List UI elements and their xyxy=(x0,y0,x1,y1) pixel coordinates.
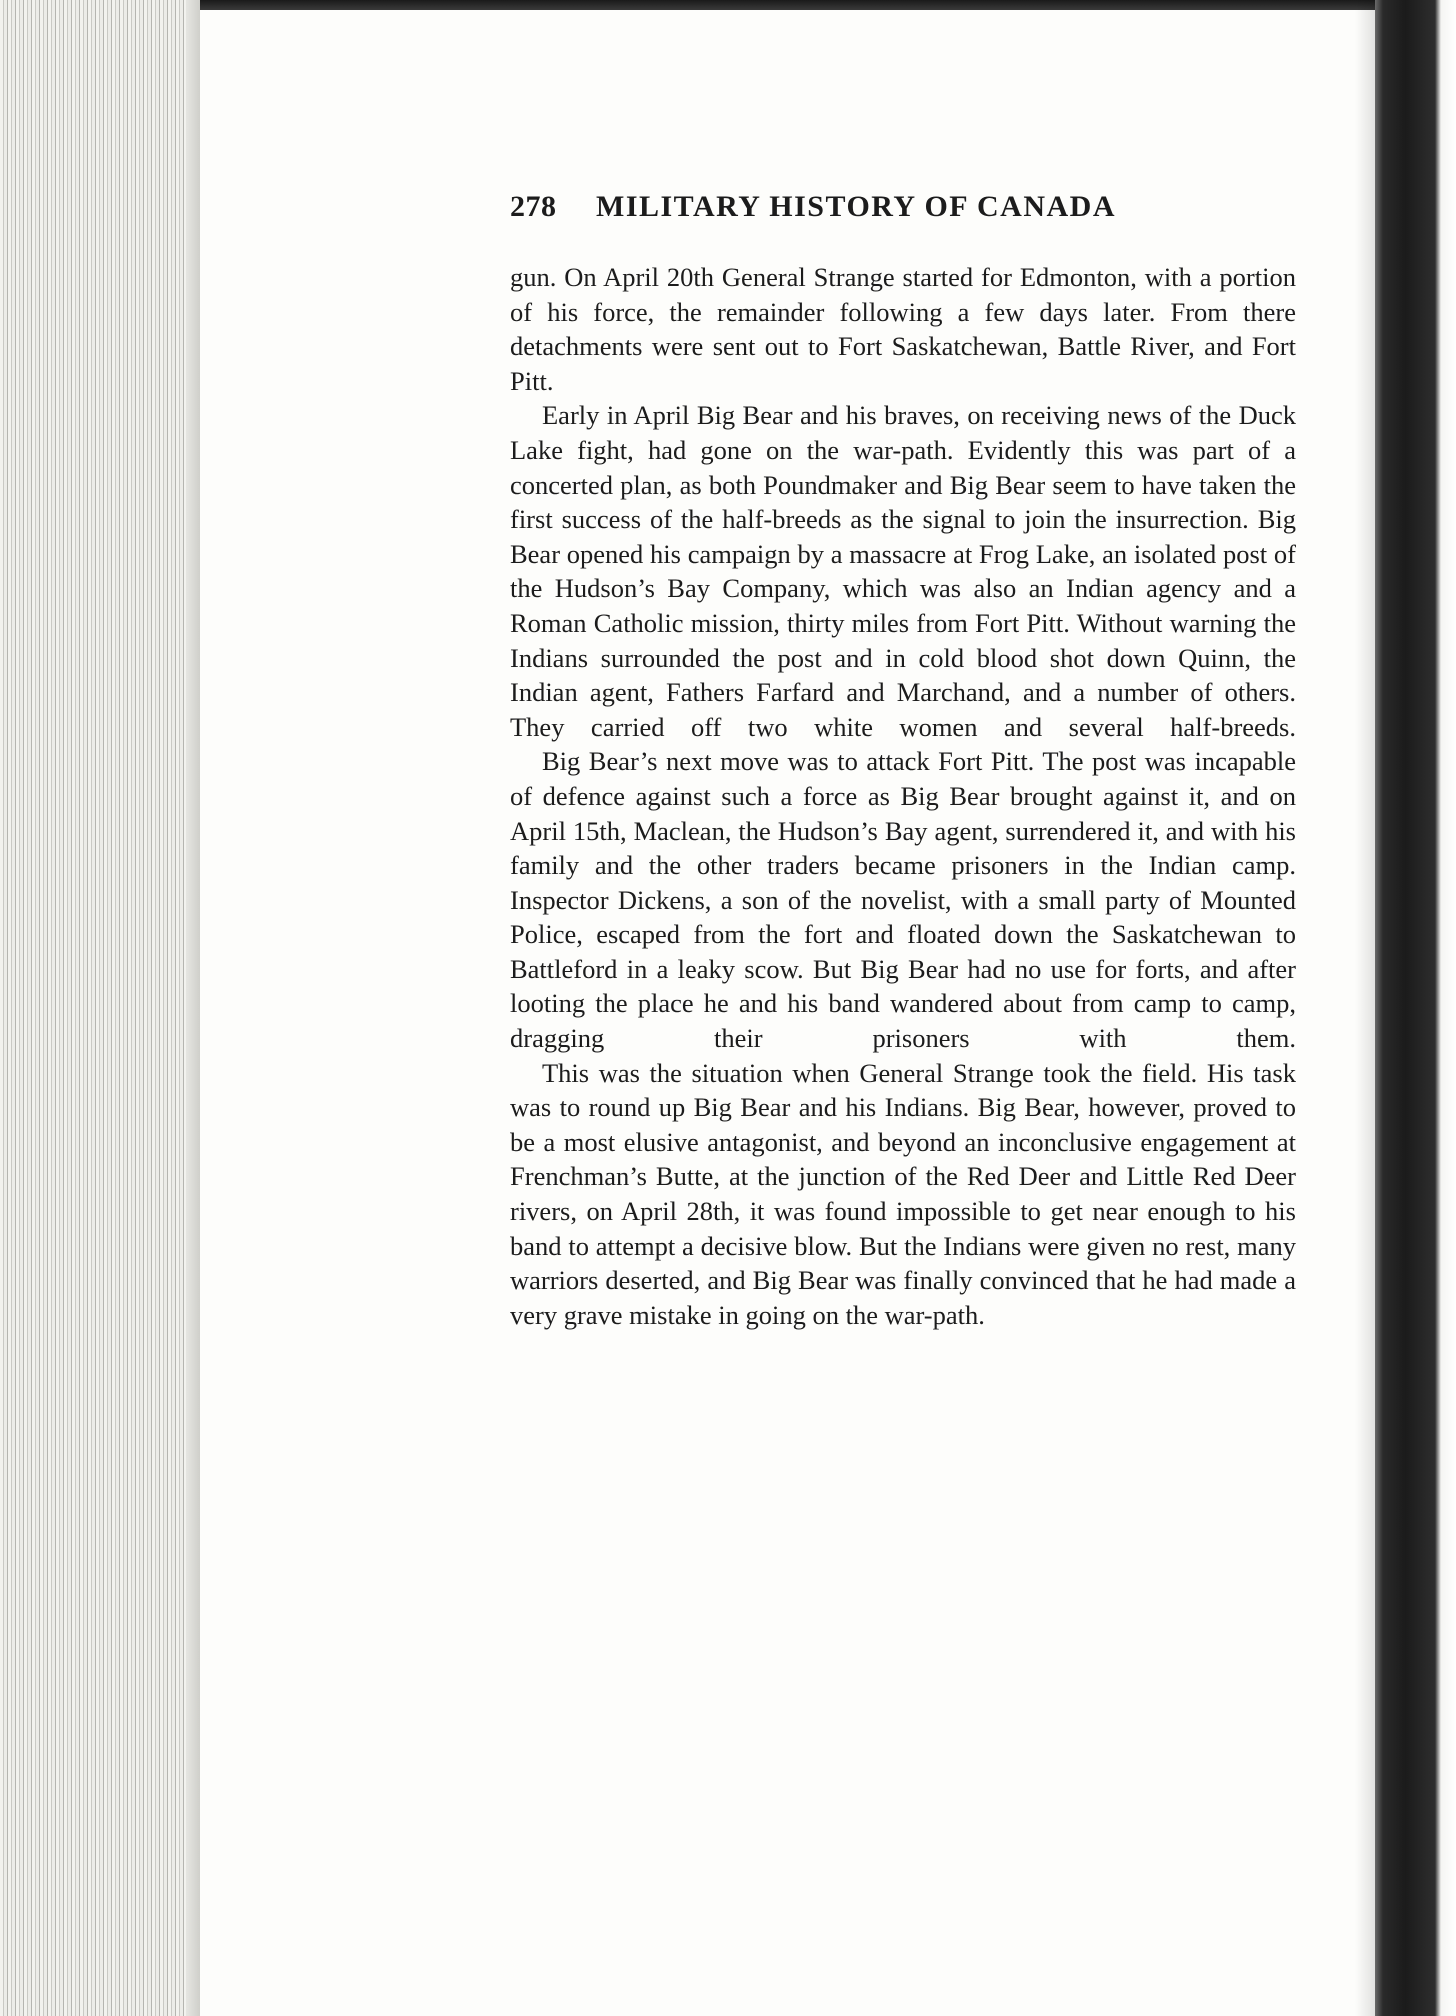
running-title: MILITARY HISTORY OF CANADA xyxy=(596,190,1116,223)
paragraph-3: Big Bear’s next move was to attack Fort Pitt. The post was incapable of defence against such a force as Big Bear brought against it, and on April 15th, Maclean, the Hudson’s Bay agent, surrendered it, and with his family and the other traders became prisoners in the Indian camp. Inspector Dickens, a son of the novelist, with a small party of Mounted Police, escaped from the fort and floated down the Saskatchewan to Battleford in a leaky scow. But Big Bear had no use for forts, and after looting the place he and his band wandered about from camp to camp, dragging their prisoners with them. xyxy=(510,746,1296,1054)
body-text xyxy=(510,260,1296,1332)
paragraph-1: gun. On April 20th General Strange started for Edmonton, with a portion of his force, the remainder following a few days later. From there detachments were sent out to Fort Saskatchewan, Battle River, and Fort Pitt. xyxy=(510,262,1296,396)
scan-top-edge xyxy=(0,0,1456,10)
page-content xyxy=(510,190,1296,1332)
book-binding xyxy=(1375,0,1456,2016)
running-head xyxy=(510,190,1296,238)
page-number: 278 xyxy=(510,190,557,223)
paragraph-4: This was the situation when General Strange took the field. His task was to round up Big Bear and his Indians. Big Bear, however, proved to be a most elusive antagonist, and beyond an inconclusive engagement at Frenchman’s Butte, at the junction of the Red Deer and Little Red Deer rivers, on April 28th, it was found impossible to get near enough to his band to attempt a decisive blow. But the Indians were given no rest, many warriors deserted, and Big Bear was finally convinced that he had made a very grave mistake in going on the war-path. xyxy=(510,1057,1296,1330)
paragraph-2: Early in April Big Bear and his braves, on receiving news of the Duck Lake fight, had gone on the war-path. Evidently this was part of a concerted plan, as both Poundmaker and Big Bear seem to have taken the first success of the half-breeds as the signal to join the insurrection. Big Bear opened his campaign by a massacre at Frog Lake, an isolated post of the Hudson’s Bay Company, which was also an Indian agency and a Roman Catholic mission, thirty miles from Fort Pitt. Without warning the Indians surrounded the post and in cold blood shot down Quinn, the Indian agent, Fathers Farfard and Marchand, and a number of others. They carried off two white women and several half-breeds. xyxy=(510,400,1296,742)
book-page-edges xyxy=(0,0,200,2016)
gutter-shadow xyxy=(1355,0,1377,2016)
